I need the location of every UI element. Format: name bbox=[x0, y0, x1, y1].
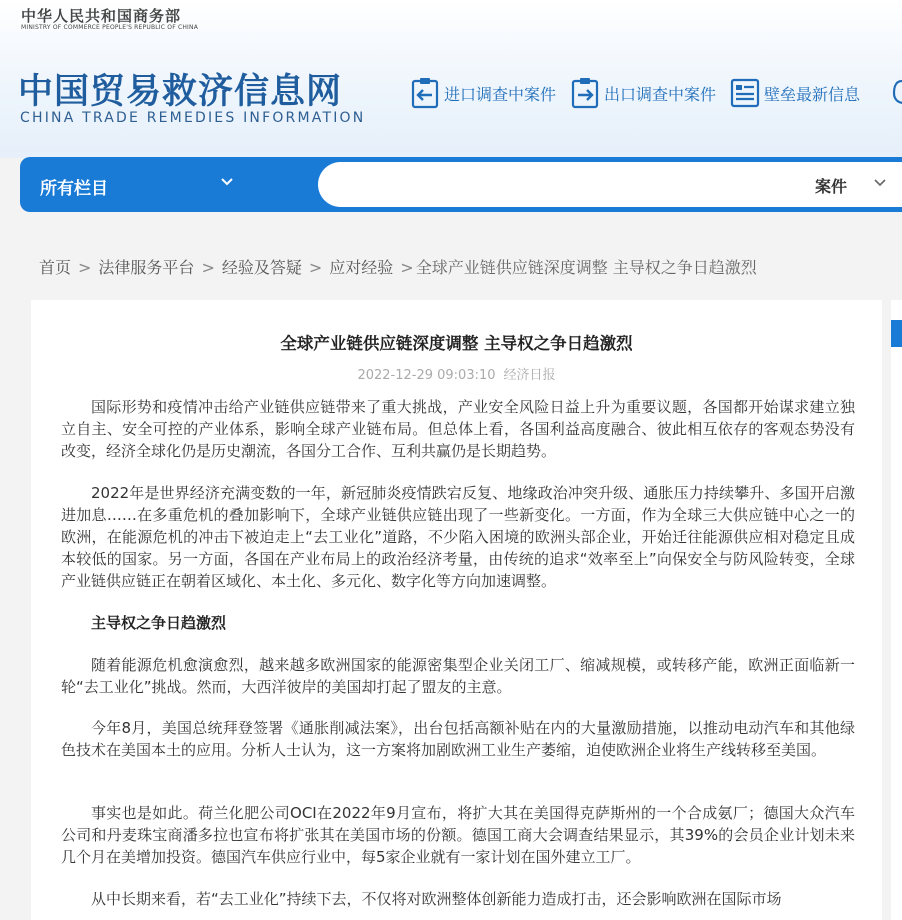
breadcrumb-current: 全球产业链供应链深度调整 主导权之争日趋激烈 bbox=[415, 258, 757, 277]
article-paragraph: 事实也是如此。荷兰化肥公司OCI在2022年9月宣布，将扩大其在美国得克萨斯州的一个合成氨厂；德国大众汽车公司和丹麦珠宝商潘多拉也宣布将扩张其在美国市场的份额。德国工商大会调查结果显示，其39%的会员企业计划未来几个月在美增加投资。德国汽车供应行业中，每5家企业就有一家计划在国外建立工厂。 bbox=[61, 804, 855, 866]
barrier-news-link[interactable] bbox=[730, 76, 860, 110]
export-cases-label: 出口调查中案件 bbox=[604, 84, 717, 104]
consult-icon bbox=[890, 77, 902, 109]
ministry-name-english: MINISTRY OF COMMERCE PEOPLE'S REPUBLIC OF CHINA bbox=[21, 24, 199, 31]
search-input[interactable] bbox=[336, 170, 800, 200]
article-paragraph: 随着能源危机愈演愈烈，越来越多欧洲国家的能源密集型企业关闭工厂、缩减规模，或转移产能，欧洲正面临新一轮“去工业化”挑战。然而，大西洋彼岸的美国却打起了盟友的主意。 bbox=[61, 656, 855, 696]
article-paragraph: 2022年是世界经济充满变数的一年，新冠肺炎疫情跌宕反复、地缘政治冲突升级、通胀压力持续攀升、多国开启激进加息……在多重危机的叠加影响下，全球产业链供应链出现了一些新变化。一方面，作为全球三大供应链中心之一的欧洲，在能源危机的冲击下被迫走上“去工业化”道路，不少陷入困境的欧洲头部企业，开始迁往能源供应相对稳定且成本较低的国家。另一方面，各国在产业布局上的政治经济考量，由传统的追求“效率至上”向保安全与防风险转变，全球产业链供应链正在朝着区域化、本土化、多元化、数字化等方向加速调整。 bbox=[61, 484, 855, 590]
article-datetime: 2022-12-29 09:03:10 bbox=[357, 368, 496, 383]
import-cases-link[interactable] bbox=[410, 76, 556, 110]
export-document-icon bbox=[570, 77, 600, 109]
search-box bbox=[318, 162, 902, 207]
breadcrumb-separator: > bbox=[308, 258, 323, 277]
all-columns-menu[interactable]: 所有栏目 bbox=[40, 179, 108, 199]
site-header bbox=[0, 0, 902, 158]
article-paragraph: 今年8月，美国总统拜登签署《通胀削减法案》，出台包括高额补贴在内的大量激励措施，以推动电动汽车和其他绿色技术在美国本土的应用。分析人士认为，这一方案将加剧欧洲工业生产萎缩，迫使欧洲企业将生产线转移至美国。 bbox=[61, 719, 855, 759]
site-logo-subtitle: CHINA TRADE REMEDIES INFORMATION bbox=[20, 110, 366, 126]
breadcrumb-separator: > bbox=[78, 258, 92, 277]
article-paragraph: 国际形势和疫情冲击给产业链供应链带来了重大挑战，产业安全风险日益上升为重要议题，各国都开始谋求建立独立自主、安全可控的产业体系，影响全球产业链布局。但总体上看，各国利益高度融合、彼此相互依存的客观态势没有改变，经济全球化仍是历史潮流，各国分工合作、互利共赢仍是长期趋势。 bbox=[61, 398, 855, 460]
search-category-select[interactable]: 案件 bbox=[815, 177, 848, 196]
consult-link[interactable] bbox=[890, 76, 902, 110]
side-panel-tab[interactable] bbox=[891, 320, 902, 347]
article-source: 经济日报 bbox=[503, 368, 556, 383]
import-cases-label: 进口调查中案件 bbox=[444, 84, 557, 104]
ministry-name[interactable]: 中华人民共和国商务部 bbox=[21, 7, 182, 25]
breadcrumb bbox=[39, 255, 757, 278]
barrier-news-label: 壁垒最新信息 bbox=[764, 84, 861, 104]
chevron-down-icon[interactable] bbox=[873, 176, 887, 190]
nav-bar bbox=[20, 157, 902, 212]
breadcrumb-response-experience[interactable]: 应对经验 bbox=[329, 258, 394, 277]
article-paragraph: 从中长期来看，若“去工业化”持续下去，不仅将对欧洲整体创新能力造成打击，还会影响欧洲在国际市场 bbox=[91, 890, 782, 908]
breadcrumb-separator: > bbox=[201, 258, 215, 277]
breadcrumb-legal-services[interactable]: 法律服务平台 bbox=[98, 258, 195, 277]
article-meta bbox=[31, 364, 882, 383]
article-title: 全球产业链供应链深度调整 主导权之争日趋激烈 bbox=[280, 334, 633, 353]
site-logo-title[interactable]: 中国贸易救济信息网 bbox=[18, 72, 343, 112]
export-cases-link[interactable] bbox=[570, 76, 716, 110]
side-panel bbox=[891, 300, 902, 920]
breadcrumb-home[interactable]: 首页 bbox=[39, 258, 72, 277]
article-card bbox=[31, 300, 882, 920]
breadcrumb-experience-qa[interactable]: 经验及答疑 bbox=[221, 258, 302, 277]
news-list-icon bbox=[730, 77, 760, 109]
breadcrumb-separator: > bbox=[400, 258, 414, 277]
chevron-down-icon[interactable] bbox=[220, 175, 234, 189]
import-document-icon bbox=[410, 77, 440, 109]
article-section-heading: 主导权之争日趋激烈 bbox=[91, 614, 227, 632]
